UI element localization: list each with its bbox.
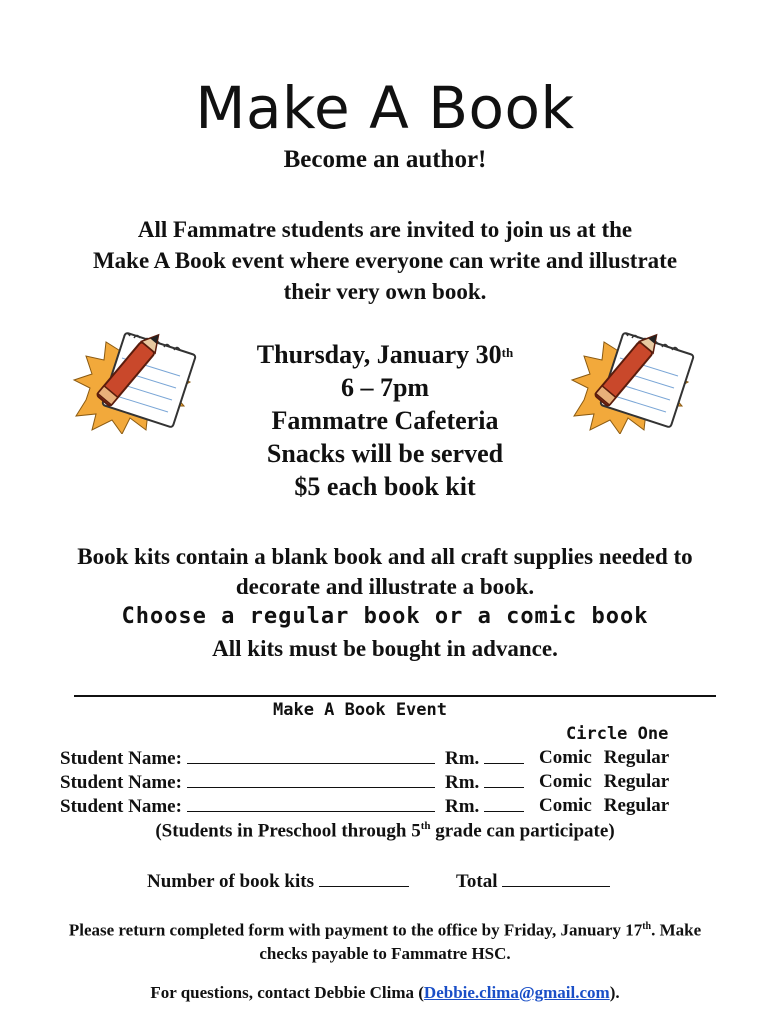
- room-blank[interactable]: [484, 747, 524, 764]
- kits-line: decorate and illustrate a book.: [235, 574, 535, 599]
- kits-count-blank[interactable]: [319, 870, 409, 887]
- student-name-label: Student Name:: [60, 796, 182, 817]
- room-blank[interactable]: [484, 771, 524, 788]
- event-snacks: Snacks will be served: [266, 439, 504, 468]
- page-subtitle: Become an author!: [283, 146, 487, 173]
- contact-line: For questions, contact Debbie Clima (Debbie.clima@gmail.com).: [150, 983, 620, 1002]
- form-heading: Make A Book Event: [273, 700, 447, 720]
- invitation-text: [0, 214, 770, 307]
- return-instructions: [0, 915, 770, 965]
- student-name-label: Student Name:: [60, 772, 182, 793]
- room-label: Rm.: [445, 748, 480, 769]
- invitation-line: All Fammatre students are invited to join us at the: [137, 217, 633, 242]
- event-price: $5 each book kit: [294, 472, 476, 501]
- student-name-blank[interactable]: [187, 795, 435, 812]
- return-line-2: checks payable to Fammatre HSC.: [259, 943, 511, 963]
- advance-purchase-note: All kits must be bought in advance.: [212, 636, 558, 661]
- event-details: [0, 338, 770, 503]
- event-time: 6 – 7pm: [340, 373, 430, 402]
- choose-book-text: Choose a regular book or a comic book: [121, 604, 649, 629]
- room-label: Rm.: [445, 772, 480, 793]
- option-comic[interactable]: Comic: [539, 747, 592, 768]
- option-regular[interactable]: Regular: [603, 747, 670, 768]
- form-divider: [74, 695, 716, 697]
- invitation-line: Make A Book event where everyone can write and illustrate: [92, 248, 678, 273]
- room-label: Rm.: [445, 796, 480, 817]
- kits-count-field: [147, 870, 409, 893]
- circle-one-label: Circle One: [566, 724, 669, 744]
- student-name-blank[interactable]: [187, 747, 435, 764]
- student-row-1: [60, 747, 670, 770]
- student-name-label: Student Name:: [60, 748, 182, 769]
- eligibility-note: (Students in Preschool through 5th grade can participate): [155, 820, 615, 842]
- total-label: Total: [456, 871, 498, 892]
- option-comic[interactable]: Comic: [539, 795, 592, 816]
- contact-email-link[interactable]: Debbie.clima@gmail.com: [423, 983, 610, 1002]
- page-title: Make A Book: [195, 74, 575, 142]
- room-blank[interactable]: [484, 795, 524, 812]
- total-blank[interactable]: [502, 870, 610, 887]
- event-date: Thursday, January 30th: [256, 340, 514, 369]
- total-field: [456, 870, 610, 893]
- kits-line: Book kits contain a blank book and all craft supplies needed to: [77, 544, 693, 569]
- kits-description: [0, 542, 770, 602]
- student-row-2: [60, 771, 670, 794]
- option-regular[interactable]: Regular: [603, 795, 670, 816]
- return-line-1: Please return completed form with payment to the office by Friday, January 17th. Make: [68, 920, 702, 940]
- student-row-3: [60, 795, 670, 818]
- kits-count-label: Number of book kits: [147, 871, 314, 892]
- event-location: Fammatre Cafeteria: [271, 406, 499, 435]
- invitation-line: their very own book.: [283, 279, 487, 304]
- option-comic[interactable]: Comic: [539, 771, 592, 792]
- student-name-blank[interactable]: [187, 771, 435, 788]
- option-regular[interactable]: Regular: [603, 771, 670, 792]
